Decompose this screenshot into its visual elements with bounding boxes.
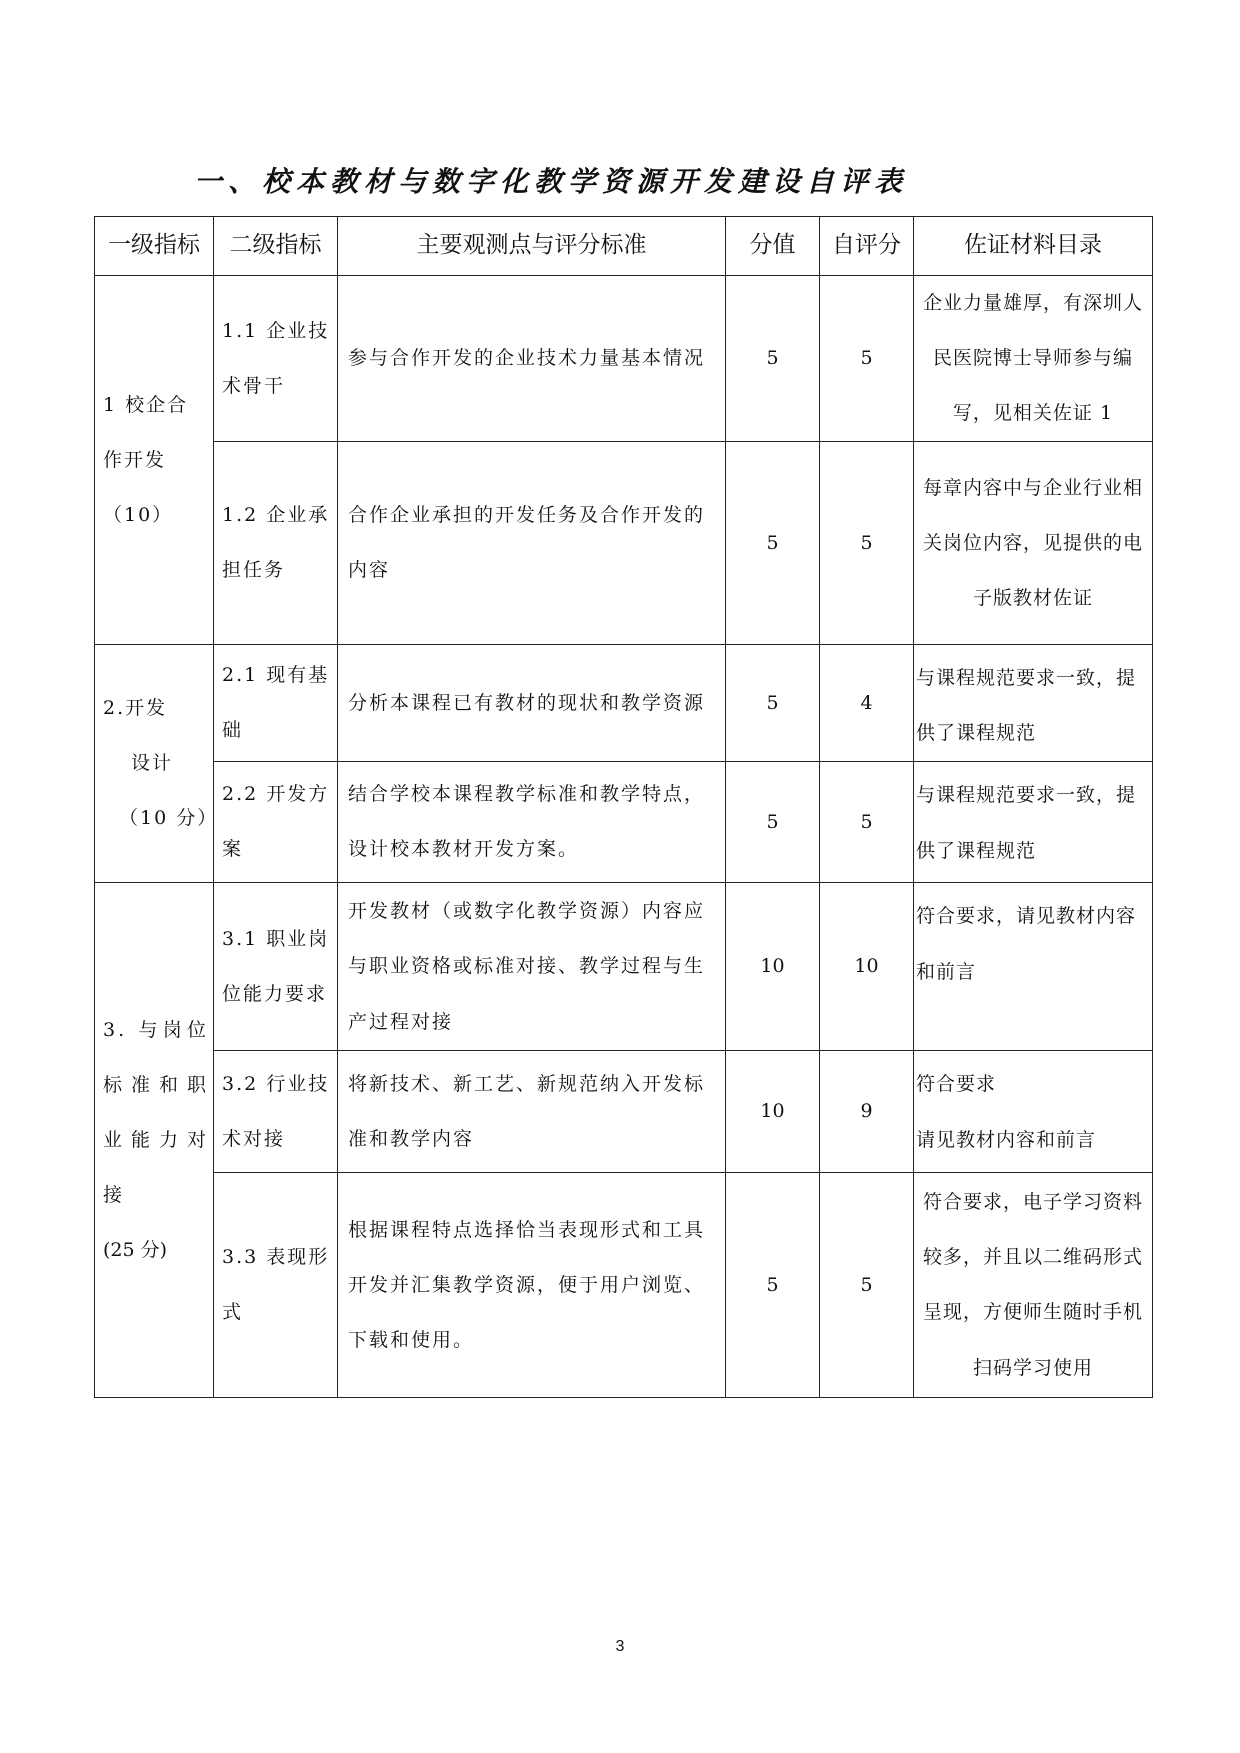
table-row [95,645,1153,762]
table-row [95,1173,1153,1398]
self-score-1-1: 5 [820,276,914,442]
table-row [95,762,1153,883]
criteria-2-1: 分析本课程已有教材的现状和教学资源 [338,645,726,762]
score-3-3: 5 [726,1173,820,1398]
score-1-2: 5 [726,442,820,645]
sub-indicator-3-3: 3.3 表现形式 [214,1173,338,1398]
header-score: 分值 [726,217,820,276]
score-3-2: 10 [726,1051,820,1173]
self-score-2-1: 4 [820,645,914,762]
self-score-2-2: 5 [820,762,914,883]
sub-indicator-1-2: 1.2 企业承担任务 [214,442,338,645]
group-3-label-a: 3. 与岗位标准和职业能力对接 [103,1018,209,1207]
page-title: 一、校本教材与数字化教学资源开发建设自评表 [194,165,909,198]
score-2-2: 5 [726,762,820,883]
criteria-1-1: 参与合作开发的企业技术力量基本情况 [338,276,726,442]
score-3-1: 10 [726,883,820,1051]
sub-indicator-2-2: 2.2 开发方案 [214,762,338,883]
group-2-label [95,645,219,883]
group-3-label [95,883,214,1398]
table-row [95,442,1153,645]
sub-indicator-2-1: 2.1 现有基础 [214,645,338,762]
criteria-3-3: 根据课程特点选择恰当表现形式和工具开发并汇集教学资源，便于用户浏览、下载和使用。 [338,1173,726,1398]
self-evaluation-table [94,216,1153,1398]
criteria-3-2: 将新技术、新工艺、新规范纳入开发标准和教学内容 [338,1051,726,1173]
page-number: 3 [615,1638,625,1655]
table-row [95,883,1153,1051]
self-score-1-2: 5 [820,442,914,645]
table-header-row [95,217,1153,276]
sub-indicator-3-1: 3.1 职业岗位能力要求 [214,883,338,1051]
header-self-score: 自评分 [820,217,914,276]
header-criteria: 主要观测点与评分标准 [338,217,726,276]
score-1-1: 5 [726,276,820,442]
criteria-1-2: 合作企业承担的开发任务及合作开发的内容 [338,442,726,645]
header-evidence: 佐证材料目录 [914,217,1153,276]
evidence-1-2: 每章内容中与企业行业相关岗位内容，见提供的电子版教材佐证 [914,442,1153,645]
self-score-3-2: 9 [820,1051,914,1173]
group-3-label-b: (25 分) [103,1239,168,1262]
criteria-3-1: 开发教材（或数字化教学资源）内容应与职业资格或标准对接、教学过程与生产过程对接 [338,883,726,1051]
evidence-2-2: 与课程规范要求一致，提供了课程规范 [914,762,1153,883]
evidence-2-1: 与课程规范要求一致，提供了课程规范 [914,645,1153,762]
table-row [95,276,1153,442]
sub-indicator-3-2: 3.2 行业技术对接 [214,1051,338,1173]
sub-indicator-1-1: 1.1 企业技术骨干 [214,276,338,442]
group-2-label-c: （10 分） [119,807,219,830]
evidence-1-1: 企业力量雄厚，有深圳人民医院博士导师参与编写，见相关佐证 1 [914,276,1153,442]
group-2-label-a: 2.开发 [103,697,168,720]
evidence-3-3: 符合要求，电子学习资料较多，并且以二维码形式呈现，方便师生随时手机扫码学习使用 [914,1173,1153,1398]
self-score-3-1: 10 [820,883,914,1051]
evidence-3-2-line1: 符合要求 [916,1073,997,1096]
group-2-label-b: 设计 [131,752,174,775]
header-level2: 二级指标 [214,217,338,276]
evidence-3-2-line2: 请见教材内容和前言 [916,1128,1097,1151]
evidence-3-1: 符合要求，请见教材内容和前言 [914,883,1153,1051]
self-score-3-3: 5 [820,1173,914,1398]
score-2-1: 5 [726,645,820,762]
header-level1: 一级指标 [95,217,214,276]
group-1-label: 1 校企合作开发（10） [95,276,214,645]
criteria-2-2: 结合学校本课程教学标准和教学特点，设计校本教材开发方案。 [338,762,726,883]
evidence-3-2 [914,1051,1153,1173]
table-row [95,1051,1153,1173]
